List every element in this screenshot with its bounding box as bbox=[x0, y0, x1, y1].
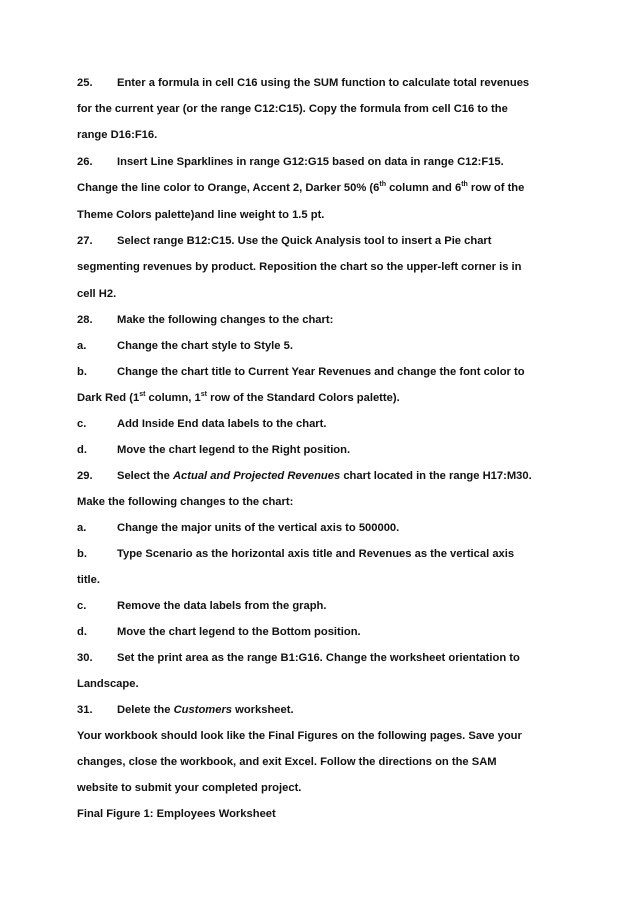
closing-line-2: changes, close the workbook, and exit Excel. Follow the directions on the SAM bbox=[77, 756, 497, 768]
sub-label: b. bbox=[77, 548, 87, 560]
sub-text: Add Inside End data labels to the chart. bbox=[117, 418, 327, 430]
text-run: column, 1 bbox=[145, 392, 201, 404]
step-29-sub-b bbox=[77, 547, 514, 561]
step-27-line-2: segmenting revenues by product. Reposition the chart so the upper-left corner is in bbox=[77, 261, 522, 273]
step-number: 29. bbox=[77, 470, 93, 482]
sub-label: d. bbox=[77, 444, 87, 456]
step-number: 31. bbox=[77, 704, 93, 716]
step-number: 25. bbox=[77, 77, 93, 89]
step-28-sub-c bbox=[77, 417, 327, 431]
superscript: st bbox=[139, 391, 146, 398]
closing-line-1: Your workbook should look like the Final Figures on the following pages. Save your bbox=[77, 730, 522, 742]
step-28-sub-d bbox=[77, 443, 350, 457]
step-number: 28. bbox=[77, 314, 93, 326]
text-run: Change the line color to Orange, Accent 2, Darker 50% (6 bbox=[77, 182, 380, 194]
step-number: 30. bbox=[77, 652, 93, 664]
step-26-line-2 bbox=[77, 181, 524, 195]
chart-name: Actual and Projected Revenues bbox=[172, 470, 341, 482]
step-number: 27. bbox=[77, 235, 93, 247]
step-text: Insert Line Sparklines in range G12:G15 based on data in range C12:F15. bbox=[117, 156, 504, 168]
step-29-line-1 bbox=[77, 469, 532, 483]
step-28-sub-b-line-2 bbox=[77, 391, 400, 405]
text-run: Dark Red (1 bbox=[77, 392, 140, 404]
sub-text: Type Scenario as the horizontal axis title and Revenues as the vertical axis bbox=[117, 548, 515, 560]
step-30-line-1 bbox=[77, 651, 520, 665]
sub-text: Move the chart legend to the Right position. bbox=[117, 444, 351, 456]
step-29-sub-b-line-2: title. bbox=[77, 574, 100, 586]
step-31-line-1 bbox=[77, 703, 294, 717]
text-run: column and 6 bbox=[385, 182, 462, 194]
sub-text: Remove the data labels from the graph. bbox=[117, 600, 327, 612]
step-number: 26. bbox=[77, 156, 93, 168]
superscript: th bbox=[461, 181, 468, 188]
step-25-line-3: range D16:F16. bbox=[77, 129, 158, 141]
step-25-line-1 bbox=[77, 76, 529, 90]
step-27-line-3: cell H2. bbox=[77, 288, 117, 300]
superscript: st bbox=[200, 391, 207, 398]
sub-text: Change the major units of the vertical axis to 500000. bbox=[117, 522, 400, 534]
sub-label: b. bbox=[77, 366, 87, 378]
figure-caption: Final Figure 1: Employees Worksheet bbox=[77, 808, 276, 820]
worksheet-name: Customers bbox=[173, 704, 233, 716]
step-29-sub-c bbox=[77, 599, 327, 613]
step-25-line-2: for the current year (or the range C12:C15). Copy the formula from cell C16 to the bbox=[77, 103, 508, 115]
step-28-sub-b bbox=[77, 365, 525, 379]
step-26-line-3: Theme Colors palette)and line weight to 1.5 pt. bbox=[77, 209, 325, 221]
text-run: chart located in the range H17:M30. bbox=[340, 470, 532, 482]
step-28-sub-a bbox=[77, 339, 293, 353]
step-29-sub-d bbox=[77, 625, 361, 639]
step-26-line-1 bbox=[77, 155, 504, 169]
sub-text: Change the chart title to Current Year Revenues and change the font color to bbox=[117, 366, 525, 378]
superscript: th bbox=[379, 181, 386, 188]
step-29-sub-a bbox=[77, 521, 399, 535]
sub-label: a. bbox=[77, 340, 87, 352]
step-29-line-2: Make the following changes to the chart: bbox=[77, 496, 294, 508]
text-run: row of the Standard Colors palette). bbox=[206, 392, 400, 404]
text-run: row of the bbox=[467, 182, 525, 194]
text-run: Select the bbox=[117, 470, 173, 482]
step-text: Select range B12:C15. Use the Quick Analysis tool to insert a Pie chart bbox=[117, 235, 492, 247]
sub-label: a. bbox=[77, 522, 87, 534]
sub-text: Move the chart legend to the Bottom position. bbox=[117, 626, 361, 638]
step-text: Enter a formula in cell C16 using the SUM function to calculate total revenues bbox=[117, 77, 530, 89]
text-run: worksheet. bbox=[232, 704, 294, 716]
sub-text: Change the chart style to Style 5. bbox=[117, 340, 293, 352]
sub-label: c. bbox=[77, 418, 87, 430]
step-27-line-1 bbox=[77, 234, 492, 248]
step-30-line-2: Landscape. bbox=[77, 678, 139, 690]
step-text: Set the print area as the range B1:G16. Change the worksheet orientation to bbox=[117, 652, 520, 664]
text-run: Delete the bbox=[117, 704, 174, 716]
step-28-line-1 bbox=[77, 313, 333, 327]
step-text: Make the following changes to the chart: bbox=[117, 314, 334, 326]
closing-line-3: website to submit your completed project. bbox=[77, 782, 302, 794]
sub-label: d. bbox=[77, 626, 87, 638]
sub-label: c. bbox=[77, 600, 87, 612]
